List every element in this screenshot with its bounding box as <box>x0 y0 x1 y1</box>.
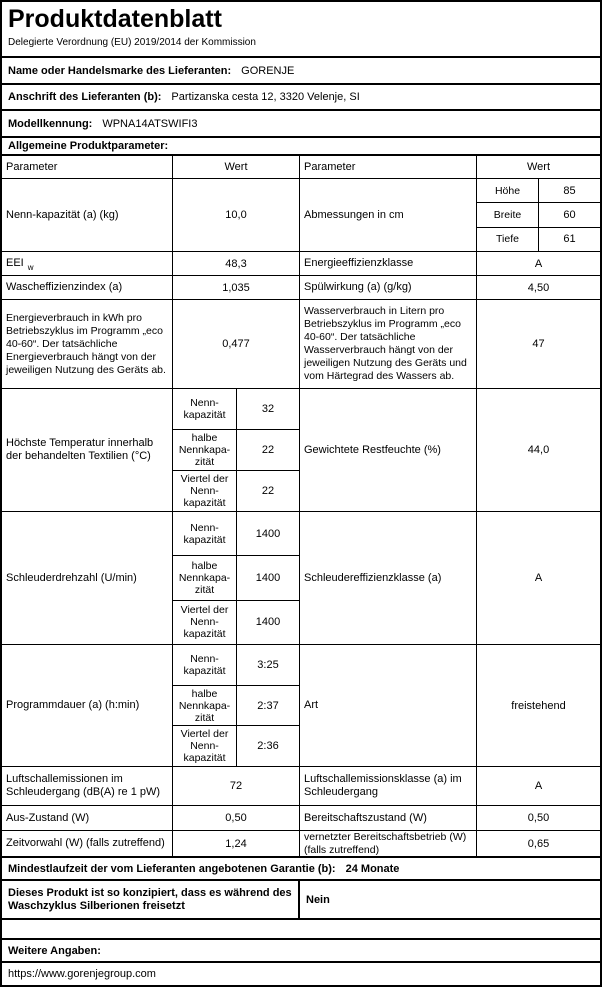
dimension-hoehe-label: Höhe <box>477 179 539 202</box>
row-noise-noiseclass <box>2 767 600 806</box>
dimension-row-tiefe <box>477 228 600 251</box>
energy-class-value: A <box>534 257 543 270</box>
parameter-table <box>2 156 600 858</box>
table-header-row <box>2 156 600 179</box>
dimensions-param: Abmessungen in cm <box>300 179 477 251</box>
max-temp-row-halbe <box>173 430 299 471</box>
standby-param: Bereitschaftszustand (W) <box>300 806 477 830</box>
spin-speed-viertel-label: Viertel der Nenn-kapazität <box>173 601 237 644</box>
noise-param: Luftschallemissionen im Schleudergang (dB(A) re 1 pW) <box>2 767 173 805</box>
dimension-breite-label: Breite <box>477 203 539 226</box>
spin-class-value: A <box>534 572 543 584</box>
row-eei-energyclass <box>2 252 600 276</box>
eei-subscript: w <box>27 262 34 272</box>
networked-standby-value: 0,65 <box>527 837 550 850</box>
row-maxtemp-moisture <box>2 389 600 512</box>
energy-consumption-param: Energieverbrauch in kWh pro Betriebszyklus im Programm „eco 40-60“. Der tatsächliche Energieverbrauch hängt von der jeweiligen Nutzung des Geräts ab. <box>2 300 173 388</box>
max-temp-halbe-label: halbe Nennkapa-zität <box>173 430 237 470</box>
spin-speed-halbe-value: 1400 <box>255 571 281 584</box>
type-param: Art <box>300 645 477 766</box>
empty-row <box>2 920 600 940</box>
spin-speed-row-halbe <box>173 556 299 600</box>
spin-speed-viertel-value: 1400 <box>255 616 281 629</box>
silver-ion-row <box>2 881 600 920</box>
capacity-value: 10,0 <box>173 179 300 251</box>
row-capacity-dimensions <box>2 179 600 252</box>
duration-halbe-label: halbe Nennkapa-zität <box>173 686 237 726</box>
residual-moisture-param: Gewichtete Restfeuchte (%) <box>300 389 477 511</box>
max-temp-viertel-label: Viertel der Nenn-kapazität <box>173 471 237 511</box>
duration-viertel-label: Viertel der Nenn-kapazität <box>173 726 237 766</box>
dimension-tiefe-value: 61 <box>563 233 576 246</box>
wash-index-param: Wascheffizienzindex (a) <box>2 276 173 299</box>
general-params-label: Allgemeine Produktparameter: <box>8 140 169 152</box>
dimension-row-hoehe <box>477 179 600 203</box>
supplier-address-label: Anschrift des Lieferanten (b): <box>8 91 162 103</box>
noise-class-value: A <box>534 780 543 792</box>
website-link[interactable]: https://www.gorenjegroup.com <box>8 968 156 980</box>
max-temp-row-nenn <box>173 389 299 430</box>
model-value: WPNA14ATSWIFI3 <box>102 117 198 130</box>
duration-halbe-value: 2:37 <box>257 699 279 712</box>
max-temp-param: Höchste Temperatur innerhalb der behandelten Textilien (°C) <box>2 389 173 511</box>
spin-speed-nenn-value: 1400 <box>255 527 281 540</box>
header-wert-left: Wert <box>173 156 300 178</box>
dimension-hoehe-value: 85 <box>563 184 576 197</box>
noise-class-param: Luftschallemissionsklasse (a) im Schleudergang <box>300 767 477 805</box>
duration-viertel-value: 2:36 <box>257 740 279 753</box>
header-wert-right: Wert <box>526 161 551 173</box>
row-duration-type <box>2 645 600 767</box>
standby-value: 0,50 <box>527 812 550 824</box>
more-info-label: Weitere Angaben: <box>8 944 101 957</box>
row-delaystart-networkedstandby <box>2 831 600 858</box>
header-parameter-right: Parameter <box>300 156 477 178</box>
energy-class-param: Energieeffizienzklasse <box>300 252 477 275</box>
off-mode-param: Aus-Zustand (W) <box>2 806 173 830</box>
max-temp-nenn-value: 32 <box>261 403 275 415</box>
website-row <box>2 963 600 985</box>
warranty-label: Mindestlaufzeit der vom Lieferanten angebotenen Garantie (b): <box>8 862 336 875</box>
model-label: Modellkennung: <box>8 117 93 130</box>
wash-index-value: 1,035 <box>173 276 300 299</box>
page-title: Produktdatenblatt <box>8 5 222 33</box>
rinse-param: Spülwirkung (a) (g/kg) <box>300 276 477 299</box>
spin-class-param: Schleudereffizienzklasse (a) <box>300 512 477 644</box>
duration-row-viertel <box>173 726 299 766</box>
eei-label: EEI <box>6 257 24 269</box>
delay-start-param: Zeitvorwahl (W) (falls zutreffend) <box>2 831 173 856</box>
water-consumption-param: Wasserverbrauch in Litern pro Betriebszyklus im Programm „eco 40-60“. Der tatsächliche Wasserverbrauch hängt von der jeweiligen Nutzung des Geräts und vom Härtegrad des Wassers ab. <box>300 300 477 388</box>
spin-speed-param: Schleuderdrehzahl (U/min) <box>2 512 173 644</box>
general-params-row <box>2 138 600 156</box>
eei-param <box>2 252 173 275</box>
row-offmode-standby <box>2 806 600 831</box>
dimension-breite-value: 60 <box>563 208 576 221</box>
duration-nenn-value: 3:25 <box>257 658 279 671</box>
supplier-name-label: Name oder Handelsmarke des Lieferanten: <box>8 64 232 77</box>
row-washindex-rinse <box>2 276 600 300</box>
type-value: freistehend <box>511 699 566 712</box>
document-header <box>2 2 600 58</box>
silver-ion-value: Nein <box>306 893 330 906</box>
max-temp-halbe-value: 22 <box>261 444 275 456</box>
networked-standby-param: vernetzter Bereitschaftsbetrieb (W) (falls zutreffend) <box>300 831 477 856</box>
warranty-value: 24 Monate <box>345 862 400 875</box>
duration-row-halbe <box>173 686 299 727</box>
duration-param: Programmdauer (a) (h:min) <box>2 645 173 766</box>
spin-speed-row-nenn <box>173 512 299 556</box>
noise-value: 72 <box>173 767 300 805</box>
spin-speed-row-viertel <box>173 601 299 644</box>
row-spinspeed-spinclass <box>2 512 600 645</box>
row-energy-water <box>2 300 600 389</box>
max-temp-nenn-label: Nenn-kapazität <box>173 389 237 429</box>
supplier-name-value: GORENJE <box>241 64 295 77</box>
energy-consumption-value: 0,477 <box>173 300 300 388</box>
eei-value: 48,3 <box>173 252 300 275</box>
duration-subtable <box>173 645 300 766</box>
residual-moisture-value: 44,0 <box>527 444 550 456</box>
delay-start-value: 1,24 <box>173 831 300 856</box>
max-temp-subtable <box>173 389 300 511</box>
supplier-name-row <box>2 58 600 85</box>
regulation-subtitle: Delegierte Verordnung (EU) 2019/2014 der Kommission <box>8 37 256 48</box>
water-consumption-value: 47 <box>532 338 545 350</box>
off-mode-value: 0,50 <box>173 806 300 830</box>
capacity-param: Nenn-kapazität (a) (kg) <box>2 179 173 251</box>
max-temp-row-viertel <box>173 471 299 511</box>
header-parameter-left: Parameter <box>2 156 173 178</box>
warranty-row <box>2 858 600 881</box>
supplier-address-value: Partizanska cesta 12, 3320 Velenje, SI <box>171 91 360 103</box>
spin-speed-halbe-label: halbe Nennkapa-zität <box>173 556 237 599</box>
spin-speed-nenn-label: Nenn-kapazität <box>173 512 237 555</box>
duration-row-nenn <box>173 645 299 686</box>
dimension-tiefe-label: Tiefe <box>477 228 539 251</box>
dimension-row-breite <box>477 203 600 227</box>
model-row <box>2 111 600 138</box>
silver-ion-label: Dieses Produkt ist so konzipiert, dass es während des Waschzyklus Silberionen freisetzt <box>2 881 300 918</box>
max-temp-viertel-value: 22 <box>261 485 275 497</box>
more-info-row <box>2 940 600 963</box>
rinse-value: 4,50 <box>527 281 550 294</box>
dimensions-subtable <box>477 179 600 251</box>
duration-nenn-label: Nenn-kapazität <box>173 645 237 685</box>
supplier-address-row <box>2 85 600 111</box>
spin-speed-subtable <box>173 512 300 644</box>
